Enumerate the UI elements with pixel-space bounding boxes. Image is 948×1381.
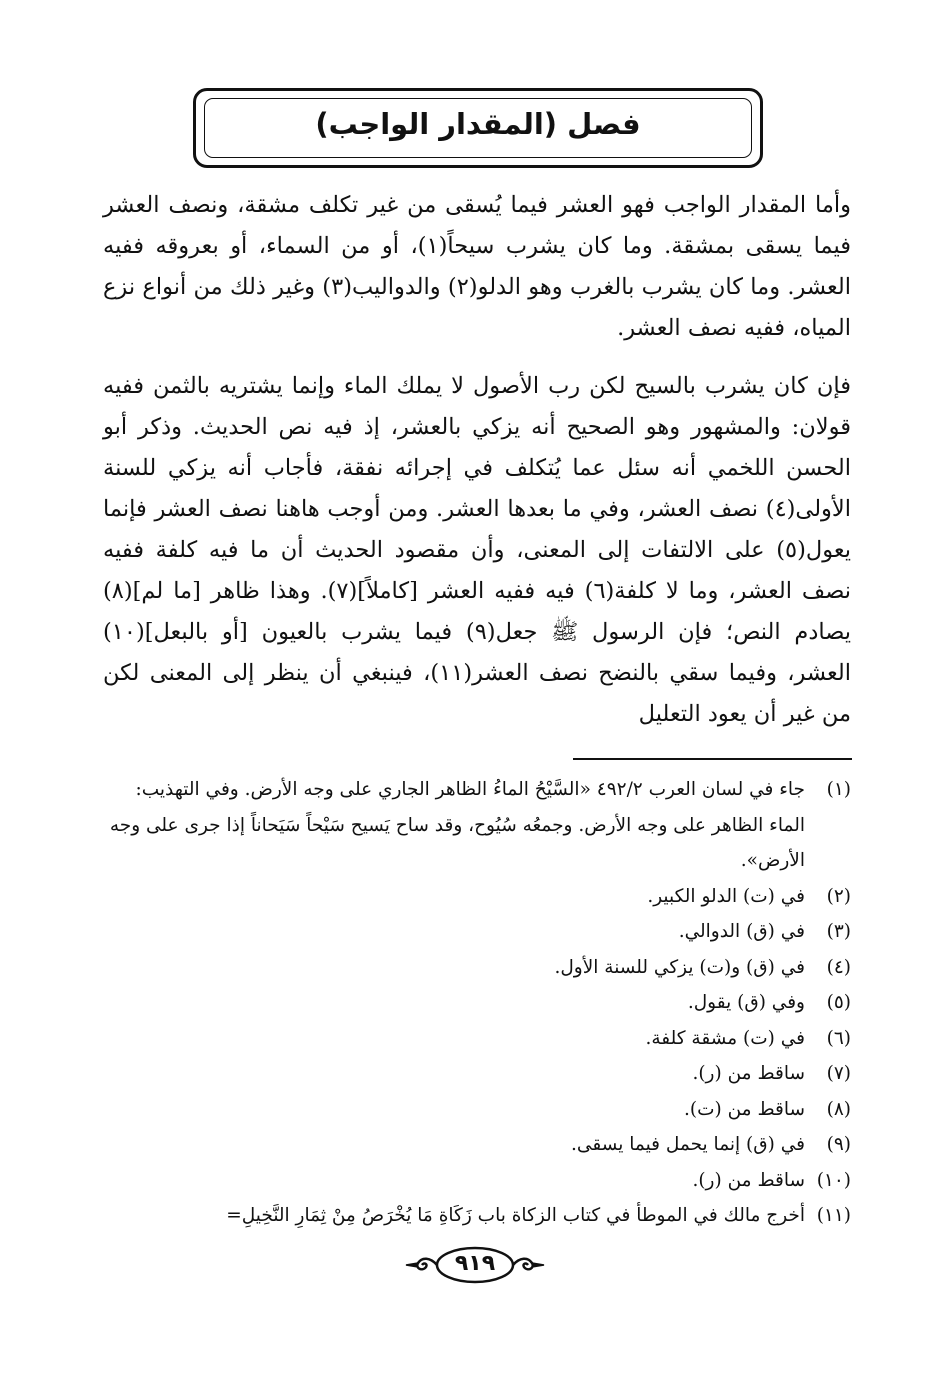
chapter-heading: فصل (المقدار الواجب) (315, 107, 641, 141)
footnote-text: وفي (ق) يقول. (687, 992, 805, 1013)
footnote-item (103, 1127, 851, 1163)
footnote-number: (١١) (816, 1205, 851, 1226)
footnote-text: جاء في لسان العرب ٤٩٢/٢ «السَّيْحُ الماءُ الظاهر الجاري على وجه الأرض. وفي التهذيب: الماء الظاهر على وجه الأرض. وجمعُه سُيُوح، وقد ساح يَسيح سَيْحاً سَيَحاناً إذا جرى على وجه الأرض». (109, 779, 805, 871)
footnote-text: أخرج مالك في الموطأ في كتاب الزكاة باب زَكَاةِ مَا يُخْرَصُ مِنْ ثِمَارِ النَّخِيلِ= (226, 1205, 805, 1226)
chapter-heading-frame (193, 88, 763, 168)
paragraph-text: فإن كان يشرب بالسيح لكن رب الأصول لا يملك الماء وإنما يشتريه بالثمن ففيه قولان: والمشهور وهو الصحيح أنه يزكي بالعشر، إذ فيه نص الحديث. وذكر أبو الحسن اللخمي أنه سئل عما يُتكلف في إجرائه نفقة، فأجاب أنه يزكي للسنة الأولى(٤) نصف العشر، وفي ما بعدها العشر. ومن أوجب هاهنا نصف العشر فإنما يعول(٥) على الالتفات إلى المعنى، وأن مقصود الحديث أن ما فيه كلفة ففيه نصف العشر، وما لا كلفة(٦) فيه ففيه العشر [كاملاً](٧). وهذا ظاهر [ما لم](٨) يصادم النص؛ فإن الرسول ﷺ جعل(٩) فيما يشرب بالعيون [أو بالبعل](١٠) العشر، وفيما سقي بالنضح نصف العشر(١١)، فينبغي أن ينظر إلى المعنى لكن من غير أن يعود التعليل (103, 373, 852, 727)
footnote-item (103, 1092, 851, 1128)
page-number: ٩١٩ (454, 1251, 496, 1276)
footnote-item (103, 985, 851, 1021)
page-number-ornament (400, 1243, 550, 1287)
body-paragraph-2 (103, 366, 851, 735)
footnote-text: في (ق) الدوالي. (678, 921, 805, 942)
footnote-item (103, 1021, 851, 1057)
footnote-item (103, 879, 851, 915)
footnote-text: في (ت) مشقة كلفة. (645, 1027, 805, 1049)
footnote-item (103, 772, 851, 879)
footnote-number: (٧) (826, 1063, 851, 1084)
footnote-number: (١٠) (816, 1169, 851, 1191)
footnote-number: (٨) (826, 1098, 851, 1120)
footnote-item (103, 1198, 851, 1234)
footnote-text: ساقط من (ر). (692, 1169, 805, 1191)
footnote-number: (٤) (826, 956, 851, 978)
footnote-text: في (ت) الدلو الكبير. (647, 885, 805, 907)
footnote-number: (٥) (826, 992, 851, 1013)
footnotes-section (103, 772, 851, 1234)
footnote-text: في (ق) و(ت) يزكي للسنة الأول. (554, 956, 805, 978)
footnote-number: (٩) (826, 1134, 851, 1155)
footnote-item (103, 914, 851, 950)
footnote-item (103, 1056, 851, 1092)
footnote-text: ساقط من (ت). (683, 1098, 805, 1120)
footnote-number: (١) (826, 779, 851, 800)
footnote-item (103, 950, 851, 986)
body-paragraph-1 (103, 185, 851, 349)
footnote-number: (٦) (826, 1027, 851, 1049)
footnote-divider (573, 758, 852, 760)
footnote-number: (٣) (826, 921, 851, 942)
paragraph-text: وأما المقدار الواجب فهو العشر فيما يُسقى من غير تكلف مشقة، ونصف العشر فيما يسقى بمشقة. وما كان يشرب سيحاً(١)، أو من السماء، أو بعروقه ففيه العشر. وما كان يشرب بالغرب وهو الدلو(٢) والدواليب(٣) وغير ذلك من أنواع نزع المياه، ففيه نصف العشر. (103, 192, 851, 341)
footnote-item (103, 1163, 851, 1199)
footnote-number: (٢) (826, 885, 851, 907)
footnote-text: ساقط من (ر). (692, 1063, 805, 1084)
footnote-text: في (ق) إنما يحمل فيما يسقى. (571, 1134, 805, 1155)
